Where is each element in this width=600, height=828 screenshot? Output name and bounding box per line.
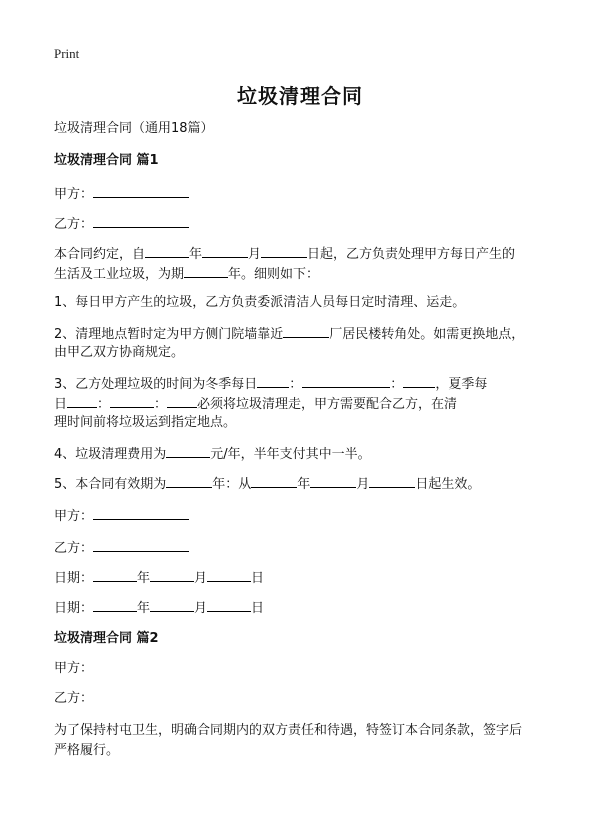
party-b-blank <box>93 214 189 228</box>
party-a-blank <box>93 184 189 198</box>
date-label: 日期： <box>54 601 94 616</box>
month-text: 月 <box>194 601 208 616</box>
clause-2-line-1 <box>54 324 552 344</box>
party-a-line-2: 甲方： <box>54 661 94 676</box>
party-b-label: 乙方： <box>54 541 94 556</box>
clause-text: 3、乙方处理垃圾的时间为冬季每日 <box>54 377 258 392</box>
blank <box>310 474 356 488</box>
clause-2-line-2: 由甲乙双方协商规定。 <box>54 345 185 360</box>
party-a-line <box>54 184 552 204</box>
colon-text: ： <box>154 397 168 412</box>
blank <box>93 568 137 582</box>
party-a-label: 甲方： <box>54 187 94 202</box>
clause-text: 日起生效。 <box>415 477 481 492</box>
clause-4 <box>54 444 552 464</box>
blank <box>403 374 435 388</box>
clause-text: 日 <box>54 397 68 412</box>
clause-1: 1、每日甲方产生的垃圾，乙方负责委派清洁人员每日定时清理、运走。 <box>54 295 466 310</box>
party-a-blank <box>93 506 189 520</box>
day-text: 日 <box>251 571 265 586</box>
clause-text: 5、本合同有效期为 <box>54 477 167 492</box>
blank <box>207 568 251 582</box>
blank <box>251 474 297 488</box>
sign-party-b <box>54 538 552 558</box>
print-link[interactable]: Print <box>54 46 80 61</box>
blank <box>302 374 390 388</box>
blank <box>166 444 210 458</box>
section-2-paragraph-line-2: 严格履行。 <box>54 743 120 758</box>
year-text: 年 <box>297 477 311 492</box>
clause-text: ，夏季每 <box>435 377 488 392</box>
intro-line-2 <box>54 264 552 284</box>
clause-3-line-2 <box>54 394 552 414</box>
date-label: 日期： <box>54 571 94 586</box>
blank <box>202 244 248 258</box>
document-title: 垃圾清理合同 <box>237 84 363 108</box>
section-heading-1: 垃圾清理合同 篇1 <box>54 153 159 168</box>
clause-3-line-3: 理时间前将垃圾运到指定地点。 <box>54 415 237 430</box>
month-text: 月 <box>356 477 370 492</box>
date-line-1 <box>54 568 552 588</box>
blank <box>166 474 212 488</box>
clause-text: 必须将垃圾清理走，甲方需要配合乙方，在清 <box>197 397 458 412</box>
blank <box>110 394 154 408</box>
blank <box>167 394 197 408</box>
blank <box>257 374 289 388</box>
intro-text: 生活及工业垃圾，为期 <box>54 267 185 282</box>
sign-party-a <box>54 506 552 526</box>
date-line-2 <box>54 598 552 618</box>
party-b-line <box>54 214 552 234</box>
month-text: 月 <box>194 571 208 586</box>
day-text: 日 <box>251 601 265 616</box>
blank <box>93 598 137 612</box>
blank <box>369 474 415 488</box>
blank <box>145 244 189 258</box>
clause-text: 2、清理地点暂时定为甲方侧门院墙靠近 <box>54 327 284 342</box>
blank <box>283 324 329 338</box>
intro-text: 日起，乙方负责处理甲方每日产生的 <box>307 247 516 262</box>
clause-text: 4、垃圾清理费用为 <box>54 447 167 462</box>
party-a-label: 甲方： <box>54 509 94 524</box>
year-text: 年 <box>189 247 203 262</box>
blank <box>150 598 194 612</box>
blank <box>67 394 97 408</box>
intro-text: 本合同约定，自 <box>54 247 146 262</box>
party-b-blank <box>93 538 189 552</box>
colon-text: ： <box>97 397 111 412</box>
party-b-line-2: 乙方： <box>54 691 94 706</box>
intro-text: 年。细则如下： <box>228 267 320 282</box>
blank <box>184 264 228 278</box>
clause-text: 元/年，半年支付其中一半。 <box>210 447 371 462</box>
document-subtitle: 垃圾清理合同（通用18篇） <box>54 121 214 136</box>
clause-5 <box>54 474 552 494</box>
intro-line-1 <box>54 244 552 264</box>
year-text: 年 <box>137 601 151 616</box>
clause-3-line-1 <box>54 374 552 394</box>
month-text: 月 <box>248 247 262 262</box>
blank <box>207 598 251 612</box>
party-b-label: 乙方： <box>54 217 94 232</box>
section-heading-2: 垃圾清理合同 篇2 <box>54 631 159 646</box>
clause-text: 厂居民楼转角处。如需更换地点， <box>329 327 525 342</box>
clause-text: 年：从 <box>212 477 252 492</box>
colon-text: ： <box>390 377 404 392</box>
section-2-paragraph-line-1: 为了保持村屯卫生，明确合同期内的双方责任和待遇，特签订本合同条款，签字后 <box>54 723 523 738</box>
colon-text: ： <box>289 377 303 392</box>
blank <box>261 244 307 258</box>
year-text: 年 <box>137 571 151 586</box>
blank <box>150 568 194 582</box>
